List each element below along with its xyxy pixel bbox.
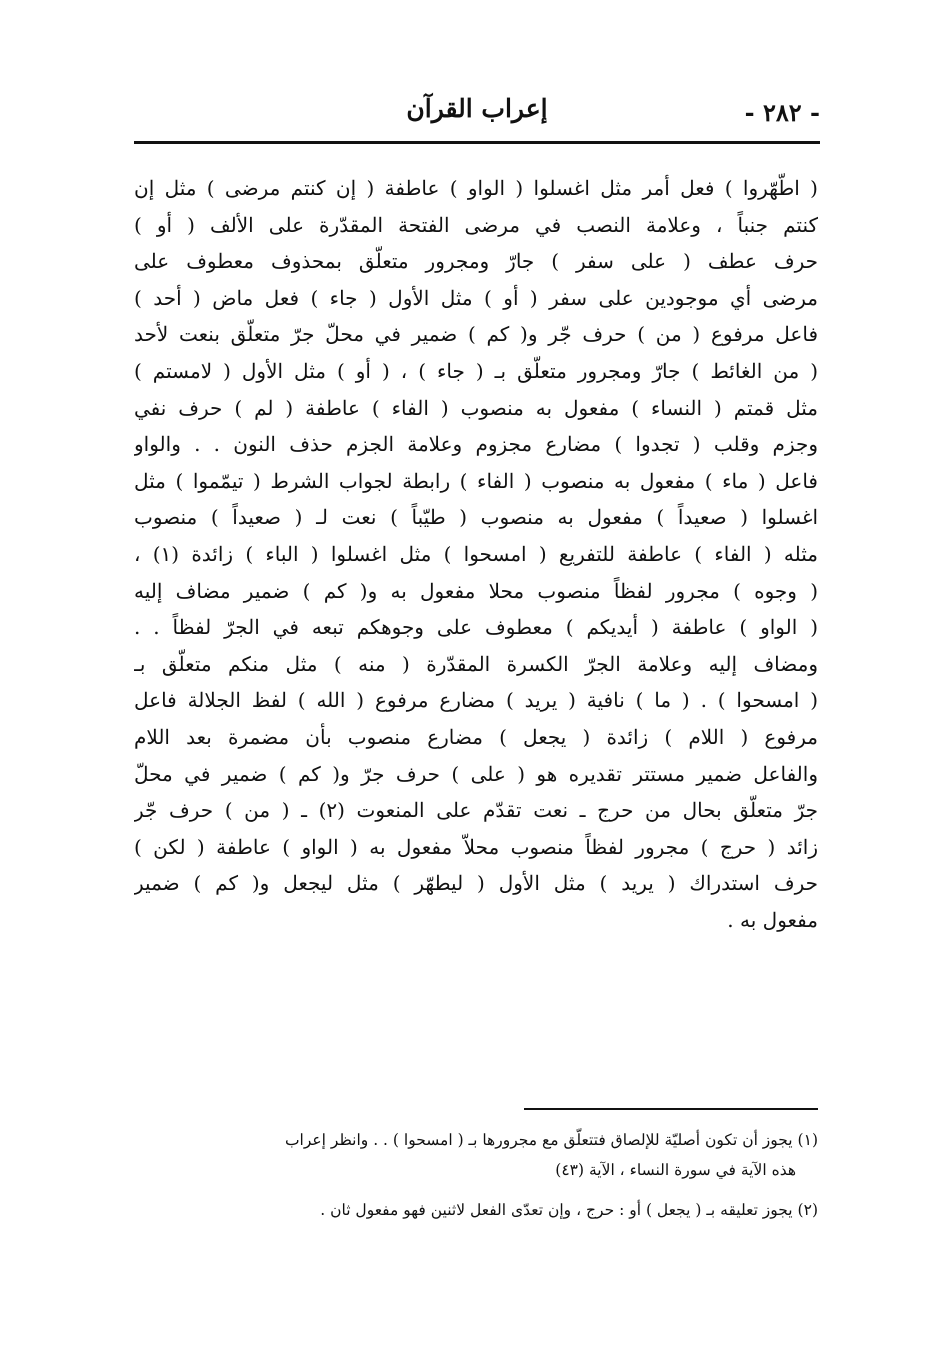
page-number: - ٢٨٢ - [744, 98, 820, 127]
text-line: مفعول به . [727, 907, 818, 932]
text-line: ( من الغائط ) جارّ ومجرور متعلّق بـ ( جاء ) ، ( أو ) مثل الأول ( لامستم ) [134, 358, 818, 383]
text-line: مثل قمتم ( النساء ) مفعول به منصوب ( الفاء ) عاطفة ( لم ) حرف نفي [134, 395, 818, 420]
running-title: إعراب القرآن [406, 94, 548, 123]
text-line: مرفوع ( اللام ) زائدة ( يجعل ) مضارع منصوب بأن مضمرة بعد اللام [134, 724, 818, 749]
text-line: زائد ( حرج ) مجرور لفظاً منصوب محلاّ مفعول به ( الواو ) عاطفة ( لكن ) [134, 834, 818, 859]
text-line: فاعل مرفوع ( من ) حرف جّر و( كم ) ضمير في محلّ جرّ متعلّق بنعت لأحد [134, 322, 818, 347]
footnote-1: (١) يجوز أن تكون أصليّة للإلصاق فتتعلّق مع مجرورها بـ ( امسحوا ) . . وانظر إعراب [284, 1131, 818, 1149]
text-line: ( وجوه ) مجرور لفظاً منصوب محلا مفعول به و( كم ) ضمير مضاف إليه [134, 578, 818, 603]
text-line: كنتم جنباً ، وعلامة النصب في مرضى الفتحة المقدّرة على الألف ( أو ) [134, 212, 818, 237]
text-line: حرف عطف ( على سفر ) جارّ ومجرور متعلّق بمحذوف معطوف على [134, 249, 818, 274]
footnote-2: (٢) يجوز تعليقه بـ ( يجعل ) أو : حرج ، وإن تعدّى الفعل لاثنين فهو مفعول ثان . [320, 1201, 818, 1219]
text-line: ( امسحوا ) . ( ما ) نافية ( يريد ) مضارع مرفوع ( الله ) لفظ الجلالة فاعل [134, 688, 818, 713]
text-line: ( الواو ) عاطفة ( أيديكم ) معطوف على وجوهكم تبعه في الجرّ لفظاً . . [134, 615, 818, 640]
text-line: حرف استدراك ( يريد ) مثل الأول ( ليطهّر ) مثل ليجعل و( كم ) ضمير [134, 871, 818, 896]
text-line: اغسلوا ( صعيداً ) مفعول به منصوب ( طيّباً ) نعت لـ ( صعيداً ) منصوب [134, 505, 818, 530]
text-line: وجزم وقلب ( تجدوا ) مضارع مجزوم وعلامة الجزم حذف النون . . والواو [134, 432, 818, 457]
footnotes [180, 1125, 818, 1225]
text-line: فاعل ( ماء ) مفعول به منصوب ( الفاء ) رابطة لجواب الشرط ( تيمّموا ) مثل [134, 468, 818, 493]
text-line: مرضى أي موجودين على سفر ( أو ) مثل الأول ( جاء ) فعل ماض ( أحد ) [134, 285, 818, 310]
main-text [134, 170, 818, 938]
text-line: ومضاف إليه وعلامة الجرّ الكسرة المقدّرة ( منه ) مثل منكم متعلّق بـ [134, 651, 818, 676]
page-header [134, 92, 820, 140]
text-line: مثله ( الفاء ) عاطفة للتفريع ( امسحوا ) مثل اغسلوا ( الباء ) زائدة (١) ، [134, 541, 818, 566]
text-line: جرّ متعلّق بحال من حرج ـ نعت تقدّم على المنعوت (٢) ـ ( من ) حرف جّر [134, 798, 818, 823]
footnote-gap [180, 1185, 818, 1195]
header-rule [134, 141, 820, 144]
text-line: والفاعل ضمير مستتر تقديره هو ( على ) حرف جرّ و( كم ) ضمير في محلّ [134, 761, 818, 786]
footnote-separator [524, 1108, 818, 1110]
footnote-1-continuation: هذه الآية في سورة النساء ، الآية (٤٣) [555, 1161, 796, 1179]
text-line: ( اطّهّروا ) فعل أمر مثل اغسلوا ( الواو ) عاطفة ( إن كنتم مرضى ) مثل إن [134, 176, 818, 200]
